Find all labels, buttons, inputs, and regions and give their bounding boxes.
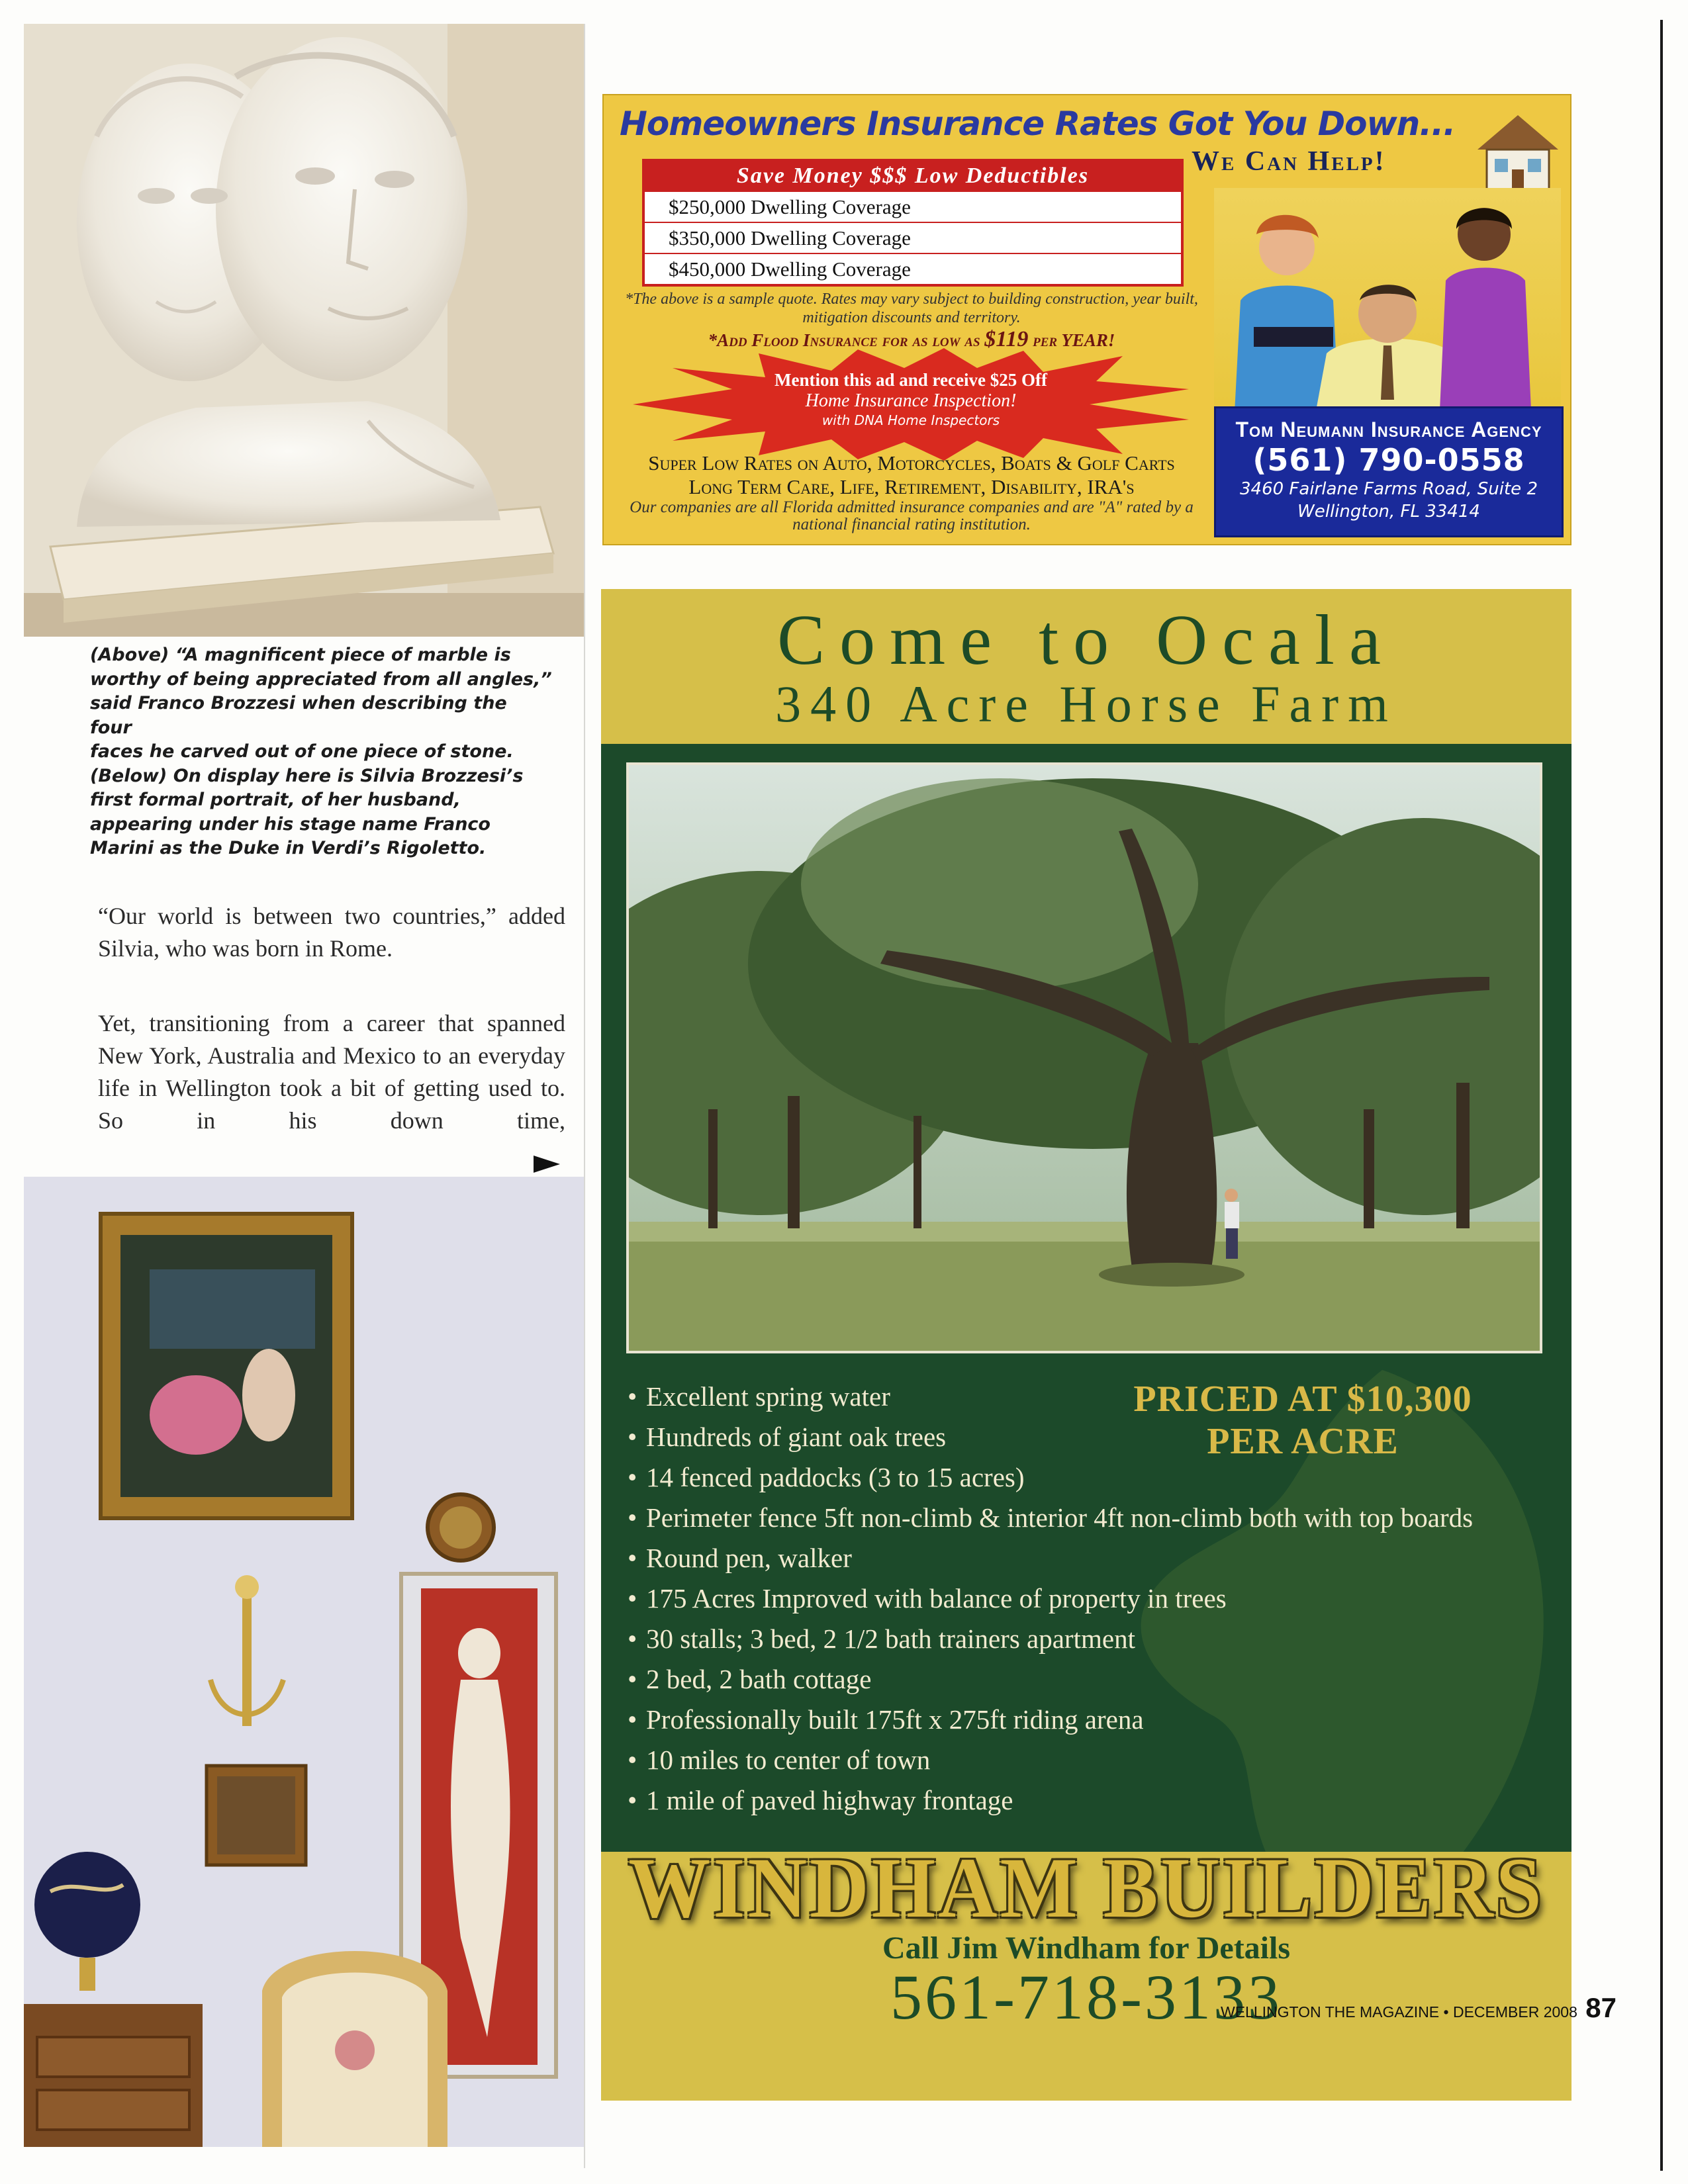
house-icon bbox=[1471, 106, 1565, 199]
feature-text: 30 stalls; 3 bed, 2 1/2 bath trainers apartment bbox=[646, 1623, 1135, 1654]
feature-text: Excellent spring water bbox=[646, 1381, 890, 1412]
feature-text: 1 mile of paved highway frontage bbox=[646, 1785, 1013, 1815]
flood-offer-suffix: per YEAR! bbox=[1033, 330, 1115, 350]
promo-line: with DNA Home Inspectors bbox=[821, 412, 1000, 428]
price-line: PER ACRE bbox=[1207, 1421, 1399, 1462]
insurance-lines bbox=[624, 451, 1199, 499]
list-item: • 14 fenced paddocks (3 to 15 acres) bbox=[624, 1457, 1473, 1498]
agency-phone: (561) 790-0558 bbox=[1252, 442, 1525, 478]
agency-address: 3460 Fairlane Farms Road, Suite 2 bbox=[1240, 479, 1538, 499]
table-row bbox=[645, 253, 1181, 284]
price-callout bbox=[1091, 1378, 1515, 1463]
price-line: PRICED AT $10,300 bbox=[1133, 1379, 1472, 1420]
feature-text: 14 fenced paddocks (3 to 15 acres) bbox=[646, 1462, 1025, 1492]
oak-tree-photo bbox=[626, 762, 1542, 1353]
ad-headline: Homeowners Insurance Rates Got You Down... bbox=[620, 105, 1456, 143]
marble-sculpture-photo bbox=[24, 24, 584, 637]
ad-title: Come to Ocala bbox=[777, 601, 1395, 680]
caption-line: first formal portrait, of her husband, bbox=[90, 790, 461, 810]
article-paragraph: “Our world is between two countries,” added Silvia, who was born in Rome. bbox=[98, 903, 565, 962]
caption-line: worthy of being appreciated from all angles,” bbox=[90, 668, 552, 690]
insurance-line: Long Term Care, Life, Retirement, Disability, IRA's bbox=[688, 475, 1135, 498]
continue-arrow-icon bbox=[534, 1156, 560, 1173]
promo-line: Home Insurance Inspection! bbox=[805, 390, 1017, 411]
agency-contact-box bbox=[1214, 406, 1564, 537]
list-item: • 175 Acres Improved with balance of property in trees bbox=[624, 1578, 1473, 1619]
call-to-action: Call Jim Windham for Details bbox=[882, 1931, 1291, 1966]
rates-table bbox=[642, 159, 1184, 287]
coverage-cell: $450,000 Dwelling Coverage bbox=[669, 257, 911, 281]
contact-phone: 561-718-3133 bbox=[890, 1962, 1282, 2032]
caption-line: (Above) “A magnificent piece of marble is bbox=[90, 645, 511, 665]
caption-line: said Franco Brozzesi when describing the four bbox=[90, 693, 507, 738]
caption-line: (Below) On display here is Silvia Brozzesi’s bbox=[90, 765, 524, 786]
ad-tagline: We Can Help! bbox=[1192, 146, 1386, 177]
list-item: • Hundreds of giant oak trees bbox=[624, 1417, 1473, 1457]
promo-burst-text bbox=[765, 369, 1056, 429]
list-item: • 10 miles to center of town bbox=[624, 1740, 1473, 1780]
list-item: • 2 bed, 2 bath cottage bbox=[624, 1659, 1473, 1700]
promo-line: Mention this ad and receive $25 Off bbox=[774, 370, 1047, 390]
page-footer bbox=[1205, 1992, 1617, 2024]
list-item: • Professionally built 175ft x 275ft riding arena bbox=[624, 1700, 1473, 1740]
table-row bbox=[645, 222, 1181, 253]
feature-text: 2 bed, 2 bath cottage bbox=[646, 1664, 872, 1694]
insurance-ad bbox=[602, 94, 1571, 545]
rates-table-title: Save Money $$$ Low Deductibles bbox=[645, 161, 1181, 191]
list-item: • Round pen, walker bbox=[624, 1538, 1473, 1578]
insurance-line: Super Low Rates on Auto, Motorcycles, Boats & Golf Carts bbox=[648, 451, 1175, 475]
list-item: • Perimeter fence 5ft non-climb & interior 4ft non-climb both with top boards bbox=[624, 1498, 1473, 1538]
flood-offer-amount: $119 bbox=[984, 327, 1029, 351]
quote-disclaimer: *The above is a sample quote. Rates may vary subject to building construction, year built, mitigation discounts and territory. bbox=[625, 291, 1198, 326]
caption-line: appearing under his stage name Franco bbox=[90, 813, 491, 835]
table-row bbox=[645, 191, 1181, 222]
room-portrait-photo bbox=[24, 1177, 584, 2147]
feature-text: 10 miles to center of town bbox=[646, 1745, 931, 1775]
rating-disclaimer: Our companies are all Florida admitted insurance companies and are "A" rated by a national financial rating institution. bbox=[630, 498, 1194, 533]
list-item: • 30 stalls; 3 bed, 2 1/2 bath trainers apartment bbox=[624, 1619, 1473, 1659]
page-number: 87 bbox=[1585, 1992, 1617, 2023]
article-paragraph: Yet, transitioning from a career that spanned New York, Australia and Mexico to an everyday life in Wellington took a bit of getting used to. So in his down time, bbox=[98, 1010, 565, 1134]
coverage-cell: $250,000 Dwelling Coverage bbox=[669, 195, 911, 218]
agency-name: Tom Neumann Insurance Agency bbox=[1235, 418, 1542, 441]
caption-line: faces he carved out of one piece of stone. bbox=[90, 741, 514, 762]
column-divider bbox=[584, 24, 585, 2168]
feature-text: Professionally built 175ft x 275ft riding arena bbox=[646, 1704, 1144, 1735]
scan-edge bbox=[1660, 20, 1663, 2171]
agents-photo bbox=[1214, 188, 1561, 425]
flood-offer-prefix: *Add Flood Insurance for as low as bbox=[708, 330, 980, 350]
feature-text: Hundreds of giant oak trees bbox=[646, 1422, 947, 1452]
feature-text: 175 Acres Improved with balance of property in trees bbox=[646, 1583, 1227, 1614]
photo-caption bbox=[90, 643, 553, 861]
feature-text: Round pen, walker bbox=[646, 1543, 852, 1573]
feature-text: Perimeter fence 5ft non-climb & interior 4ft non-climb both with top boards bbox=[646, 1502, 1474, 1533]
agency-address: Wellington, FL 33414 bbox=[1297, 502, 1480, 522]
coverage-cell: $350,000 Dwelling Coverage bbox=[669, 226, 911, 250]
builder-name: WINDHAM BUILDERS bbox=[628, 1840, 1544, 1936]
page-margin bbox=[0, 0, 24, 2184]
caption-line: Marini as the Duke in Verdi’s Rigoletto. bbox=[90, 838, 487, 858]
ad-subtitle: 340 Acre Horse Farm bbox=[775, 675, 1397, 733]
horse-farm-ad bbox=[601, 589, 1571, 2101]
list-item: • 1 mile of paved highway frontage bbox=[624, 1780, 1473, 1821]
list-item: • Excellent spring water bbox=[624, 1377, 1473, 1417]
publication-name: WELLINGTON THE MAGAZINE • DECEMBER 2008 bbox=[1221, 2003, 1577, 2021]
